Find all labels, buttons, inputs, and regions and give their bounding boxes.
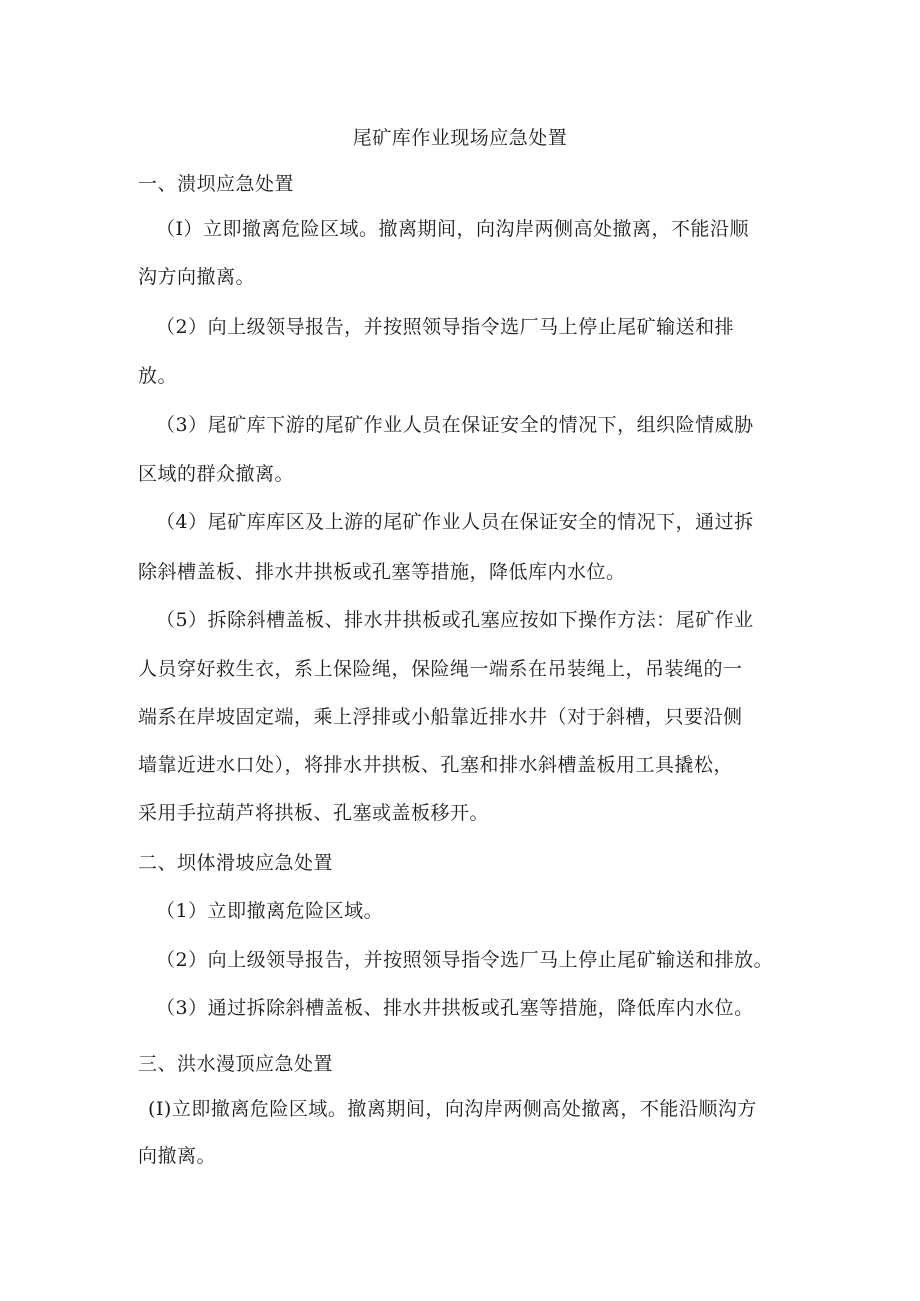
paragraph-line: 除斜槽盖板、排水井拱板或孔塞等措施，降低库内水位。 bbox=[138, 561, 626, 583]
paragraph-line: （I）立即撤离危险区域。撤离期间，向沟岸两侧高处撤离，不能沿顺 bbox=[156, 218, 750, 240]
paragraph-line: 墙靠近进水口处），将排水井拱板、孔塞和排水斜槽盖板用工具撬松， bbox=[138, 754, 734, 776]
paragraph-line: （3）通过拆除斜槽盖板、排水井拱板或孔塞等措施，降低库内水位。 bbox=[156, 997, 754, 1019]
section-heading-flood: 三、洪水漫顶应急处置 bbox=[138, 1053, 334, 1075]
paragraph-line: 人员穿好救生衣，系上保险绳，保险绳一端系在吊装绳上，吊装绳的一 bbox=[138, 658, 743, 680]
paragraph-line: 向撤离。 bbox=[138, 1145, 217, 1167]
paragraph-line: 沟方向撤离。 bbox=[138, 266, 256, 288]
paragraph-line: （5）拆除斜槽盖板、排水井拱板或孔塞应按如下操作方法：尾矿作业 bbox=[156, 609, 754, 631]
paragraph-line: 采用手拉葫芦将拱板、孔塞或盖板移开。 bbox=[138, 802, 490, 824]
section-heading-landslide: 二、坝体滑坡应急处置 bbox=[138, 852, 334, 874]
document-title: 尾矿库作业现场应急处置 bbox=[352, 127, 568, 149]
paragraph-line: 端系在岸坡固定端，乘上浮排或小船靠近排水井（对于斜槽，只要沿侧 bbox=[138, 706, 743, 728]
paragraph-line: （4）尾矿库库区及上游的尾矿作业人员在保证安全的情况下，通过拆 bbox=[156, 511, 754, 533]
paragraph-line: (I)立即撤离危险区域。撤离期间，向沟岸两侧高处撤离，不能沿顺沟方 bbox=[148, 1098, 757, 1120]
paragraph-line: 区域的群众撤离。 bbox=[138, 463, 295, 485]
paragraph-line: 放。 bbox=[138, 365, 178, 387]
paragraph-line: （2）向上级领导报告，并按照领导指令选厂马上停止尾矿输送和排 bbox=[156, 316, 735, 338]
section-heading-collapse: 一、溃坝应急处置 bbox=[138, 173, 295, 195]
paragraph-line: （3）尾矿库下游的尾矿作业人员在保证安全的情况下，组织险情威胁 bbox=[156, 414, 754, 436]
paragraph-line: （2）向上级领导报告，并按照领导指令选厂马上停止尾矿输送和排放。 bbox=[156, 949, 774, 971]
paragraph-line: （1）立即撤离危险区域。 bbox=[156, 900, 384, 922]
